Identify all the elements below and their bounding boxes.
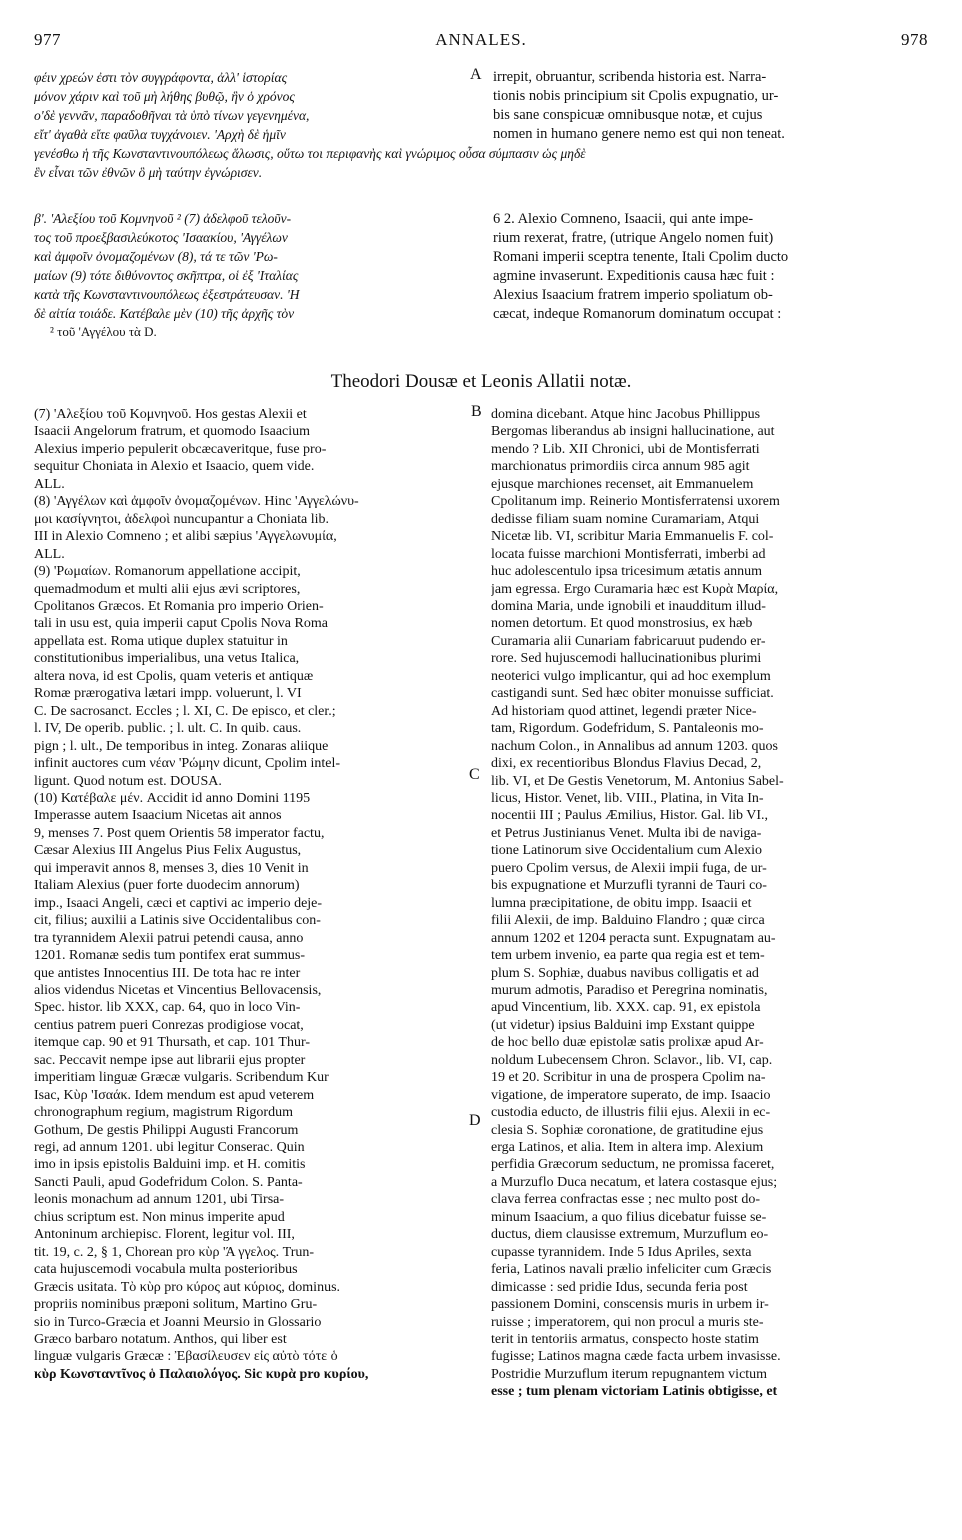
note-line: constitutionibus imperialibus, una vetus Italica, (34, 651, 300, 667)
note-line: Gothum, De gestis Philippi Augusti Francorum (34, 1122, 299, 1138)
page-number-left: 977 (34, 30, 61, 49)
note-line: quemadmodum et multi alii ejus ævi scriptores, (34, 581, 301, 597)
note-line: μοι κασίγνητοι, ἀδελφοὶ nuncupantur a Choniata lib. (34, 511, 330, 527)
note-line: (8) 'Αγγέλων καὶ ἀμφοῖν ὀνομαζομένων. Hinc 'Αγγελώνυ- (34, 494, 359, 510)
note-line: a Murzuflo Duca necatum, et latera costasque ejus; (491, 1174, 778, 1190)
note-line: imperitiam linguæ Græcæ vulgaris. Scribendum Kur (34, 1070, 329, 1086)
note-line: Cæsar Alexius III Angelus Pius Felix Augustus, (34, 843, 302, 859)
note-line: 19 et 20. Scribitur in una de prospera Cpolim na- (491, 1070, 766, 1086)
note-line: minum Isaacium, a quo filius dicebatur fuisse se- (491, 1209, 767, 1225)
note-line: Curamaria alii Cunariam fabricaruut pudendo er- (491, 633, 766, 649)
note-line: Isac, Κὺρ 'Ισαάκ. Idem mendum est apud veterem (34, 1087, 315, 1103)
latin-line: cæcat, indeque Romanorum dominatum occupat : (493, 305, 782, 322)
note-line: sio in Turco-Græcia et Joanni Meursio in Glossario (34, 1314, 322, 1330)
note-line: cata hujuscemodi vocabula multa posterioribus (34, 1262, 298, 1278)
note-line: licus, Histor. Venet, lib. VIII., Platina, in Vita In- (491, 790, 764, 806)
note-line: et Petrus Justinianus Venet. Multa ibi de naviga- (491, 825, 762, 841)
note-line: tione Latinorum sive Occidentalium cum Alexio (491, 843, 762, 859)
note-line: clesia S. Sophiæ coronatione, de gratitudine ejus (491, 1122, 764, 1138)
note-line: ALL. (34, 546, 65, 562)
latin-line: agmine invaserunt. Expeditionis causa hæc fuit : (493, 267, 775, 284)
note-line: domina dicebant. Atque hinc Jacobus Phillippus (491, 407, 761, 422)
footnote: ² τοῦ 'Αγγέλου τὰ D. (50, 324, 157, 340)
greek-section-2 (34, 210, 486, 342)
page-number-right: 978 (901, 30, 928, 49)
notes-section-title: Theodori Dousæ et Leonis Allatii notæ. (330, 371, 632, 392)
note-line: Nicetæ lib. VI, scribitur Maria Emmanuelis F. col- (491, 529, 774, 545)
note-line: tra tyrannidem Alexii patrui petendi causa, anno (34, 930, 304, 946)
note-line: terit in tentoriis armatus, conspecto hoste statim (491, 1332, 759, 1348)
latin-line: Alexius Isaacium fratrem imperio spoliatum ob- (493, 286, 773, 303)
greek-line: καὶ ἀμφοῖν ὀνομαζομένων (8), τά τε τῶν 'Ρω- (34, 248, 278, 264)
note-line: dixi, ex recentioribus Blondus Flavius Decad, 2, (491, 756, 762, 772)
note-line: C. De sacrosanct. Eccles ; l. XI, C. De episco, et cler.; (34, 703, 336, 719)
note-line: Antoninum archiepisc. Florent, legitur vol. III, (34, 1227, 295, 1243)
greek-text-fullwidth (34, 145, 929, 183)
note-line: ligunt. Quod notum est. DOUSA. (34, 773, 222, 789)
latin-line: irrepit, obruantur, scribenda historia est. Narra- (493, 69, 767, 85)
note-line: (10) Κατέβαλε μέν. Accidit id anno Domini 1195 (34, 790, 311, 806)
note-line: dimicasse : sed pridie Idus, secunda feria post (491, 1279, 748, 1295)
note-line: marchionatus primordiis circa annum 985 agit (491, 459, 750, 475)
note-line: bis expugnatione et Murzufli tyranni de Tauri co- (491, 878, 767, 894)
note-line: chronographum regium, magistrum Rigordum (34, 1105, 293, 1121)
greek-line: μόνον χάριν καὶ τοῦ μὴ λήθης βυθῷ, ἣν ὁ χρόνος (34, 88, 295, 104)
greek-line: γενέσθω ἡ τῆς Κωνσταντινουπόλεως ἅλωσις, οὕτω τοι περιφανὴς καὶ γνώριμος οὖσα σύμπασιν ὡς μηδὲ (34, 146, 586, 161)
note-line: cupasse tyrannidem. Inde 5 Idus Apriles, sexta (491, 1244, 752, 1260)
greek-line: μαίων (9) τότε διθύνοντος σκῆπτρα, οἱ ἐξ 'Ιταλίας (34, 267, 299, 283)
note-line: altera nova, id est Cpolis, quam veteris et antiquæ (34, 668, 314, 684)
note-line: Sancti Pauli, apud Godefridum Colon. S. Panta- (34, 1174, 303, 1190)
note-line: Cpolitanum imp. Reinerio Montisferratensi uxorem (491, 494, 780, 510)
note-line: que antistes Innocentius III. De tota hac re inter (34, 965, 301, 981)
note-line: Ad historiam quod attinet, legendi præter Nice- (491, 703, 757, 719)
note-line: jam egressa. Ergo Curamaria hæc est Κυρὰ Μαρία, (491, 581, 779, 597)
latin-section-2 (493, 210, 929, 323)
note-line: nocentii III ; Paulus Æmilius, Histor. Gal. lib VI., (491, 808, 769, 824)
note-line: puero Cpolim versus, de Alexii impii fuga, de ur- (491, 860, 767, 876)
note-line: sequitur Choniata in Alexio et Isaacio, quem vide. (34, 459, 315, 475)
greek-line: β'. 'Αλεξίου τοῦ Κομνηνοῦ ² (7) ἀδελφοῦ τελοῦν- (34, 211, 292, 226)
note-line: castigandi sunt. Sed hæc obiter monuisse sufficiat. (491, 686, 774, 702)
note-line: imp., Isaaci Angeli, cæci et captivi ac imperio deje- (34, 895, 323, 911)
note-line: centius patrem pueri Conrezas prodigiose vocat, (34, 1017, 304, 1033)
note-line: cit, filius; auxilii a Latinis sive Occidentalibus con- (34, 913, 321, 929)
note-line: infinit auctores cum νέαν 'Ρώμην dicunt, Cpolim intel- (34, 756, 341, 772)
note-line: Romæ prærogativa lætari impp. voluerunt, l. VI (34, 686, 302, 702)
latin-line: Romani imperii sceptra tenente, Itali Cpolim ducto (493, 248, 789, 265)
note-line: imo in ipsis epistolis Balduini imp. et H. comitis (34, 1157, 306, 1173)
note-line: ruisse ; imperatorem, qui non procul a muris ste- (491, 1314, 764, 1330)
note-line: Græcis usitata. Τὸ κὺρ pro κύρος aut κύριος, dominus. (34, 1279, 341, 1295)
note-line: ejusque marchiones recenset, ait Emmanuelem (491, 476, 754, 492)
note-line: annum 1202 et 1204 peracta sunt. Expugnatam au- (491, 930, 776, 946)
note-line: (ut videtur) ipsius Balduini imp Exstant quippe (491, 1017, 755, 1033)
note-line: ductus, diem clausisse extremum, Murzuflum eo- (491, 1227, 769, 1243)
note-line: passionem Domini, conscensis muris in urbem ir- (491, 1297, 769, 1313)
note-line: regi, ad annum 1201. ubi legitur Conserac. Quin (34, 1140, 305, 1156)
note-line: Alexius imperio pepulerit obcæcaveritque, fuse pro- (34, 441, 327, 457)
greek-line: κατὰ τῆς Κωνσταντινουπόλεως ἐξεστράτευσαν. 'Η (34, 286, 300, 302)
note-line: lumna præcipitatione, de obitu impp. Isaacii et (491, 895, 752, 911)
note-line: linguæ vulgaris Græcæ : Ἐβασίλευσεν εἰς αὐτὸ τότε ὁ (34, 1349, 338, 1365)
note-line: itemque cap. 90 et 91 Thursath, et cap. 101 Thur- (34, 1035, 311, 1051)
note-line: noldum Lubecensem Chron. Sclavor., lib. VI, cap. (491, 1052, 773, 1068)
note-line: esse ; tum plenam victoriam Latinis obtigisse, et (491, 1384, 778, 1400)
note-line: Isaacii Angelorum fratrum, et quomodo Isaacium (34, 424, 311, 440)
margin-marker-d: D (469, 1112, 481, 1129)
margin-marker-b: B (471, 403, 482, 420)
margin-marker-c: C (469, 766, 480, 783)
latin-line: bis sane conspicuæ omnibusque notæ, et cujus (493, 106, 763, 123)
greek-line: ἓν εἶναι τῶν ἐθνῶν ὃ μὴ ταύτην ἐγνώρισεν. (34, 164, 263, 180)
note-line: nomen detortum. Et quod monstrosius, ex hæb (491, 616, 753, 632)
note-line: appellata est. Roma utique duplex statuitur in (34, 633, 288, 649)
note-line: filii Alexii, de imp. Balduino Flandro ; quæ circa (491, 913, 765, 929)
greek-line: δὲ αἰτία τοιάδε. Κατέβαλε μὲν (10) τῆς ἀρχῆς τὸν (34, 305, 295, 321)
note-line: apud Vincentium, lib. XXX. cap. 91, ex epistola (491, 1000, 761, 1016)
note-line: neoterici vulgo implicantur, qui ad hoc exemplum (491, 668, 771, 684)
note-line: nachum Colon., in Annalibus ad annum 1203. quos (491, 738, 778, 754)
note-line: rore. Sed hujuscemodi hallucinationibus plurimi (491, 651, 762, 667)
note-line: fugisse; Latinos magna cæde facta urbem invasisse. (491, 1349, 781, 1365)
greek-line: φέιν χρεών ἐστι τὸν συγγράφοντα, ἀλλ' ἱστορίας (34, 70, 288, 85)
note-line: vigatione, de imperatore superato, de imp. Isaacio (491, 1087, 771, 1103)
note-line: tit. 19, c. 2, § 1, Chorean pro κὺρ 'Ά γγελος. Trun- (34, 1244, 315, 1260)
latin-line: tionis nobis principium sit Cpolis expugnatio, ur- (493, 87, 779, 104)
note-line: pign ; l. ult., De temporibus in integ. Zonaras aliique (34, 738, 329, 754)
note-line: perfidia Græcorum seductum, ne promissa faceret, (491, 1157, 775, 1173)
notes-left-column (34, 406, 468, 1383)
note-line: plum S. Sophiæ, duabus navibus colligatis et ad (491, 965, 759, 981)
greek-line: τος τοῦ προεξβασιλεύκοτος 'Ισαακίου, 'Αγγέλων (34, 229, 288, 245)
note-line: tali in usu est, quia imperii caput Cpolis Nova Roma (34, 616, 328, 632)
note-line: Spec. histor. lib XXX, cap. 64, quo in loco Vin- (34, 1000, 301, 1016)
note-line: leonis monachum ad annum 1201, ubi Tirsa- (34, 1192, 285, 1208)
note-line: sac. Peccavit nempe ipse aut librarii ejus propter (34, 1052, 306, 1068)
note-line: locata fuisse marchioni Montisferrati, imberbi ad (491, 546, 766, 562)
note-line: dedisse filiam suam nomine Curamariam, Atqui (491, 511, 760, 527)
note-line: ALL. (34, 476, 65, 492)
greek-line: εἴτ' ἀγαθὰ εἴτε φαῦλα τυγχάνοιεν. 'Αρχὴ δὲ ἡμῖν (34, 126, 286, 142)
margin-marker-a: A (470, 66, 482, 83)
note-line: tem urbem invenio, ea parte qua regia est et tem- (491, 948, 765, 964)
latin-line: 6 2. Alexio Comneno, Isaacii, qui ante impe- (493, 211, 754, 227)
running-title: ANNALES. (435, 30, 527, 49)
note-line: Postridie Murzuflum iterum repugnantem victum (491, 1366, 768, 1382)
note-line: Imperasse autem Isaacium Nicetas ait annos (34, 808, 282, 824)
note-line: alios videndus Nicetas et Vincentius Bellovacensis, (34, 982, 322, 998)
note-line: clava ferrea confractas esse ; nec multo post do- (491, 1192, 760, 1208)
note-line: Græco barbaro notatum. Anthos, qui liber est (34, 1332, 287, 1348)
note-line: custodia educto, de illustris filii ejus. Alexii in ec- (491, 1105, 771, 1121)
note-line: feria, Latinos navali prælio infeliciter cum Græcis (491, 1262, 772, 1278)
note-line: huc adolescentulo ipsa tricesimum ætatis annum (491, 564, 762, 580)
greek-line: ο'δὲ γεννᾶν, παραδοθῆναι τὰ ὑπὸ τίνων γεγενημένα, (34, 107, 310, 123)
note-line: lib. VI, et De Gestis Venetorum, M. Antonius Sabel- (491, 773, 784, 789)
note-line: 1201. Romanæ sedis tum pontifex erat summus- (34, 948, 306, 964)
note-line: qui imperavit annos 8, menses 3, dies 10 Venit in (34, 860, 309, 876)
latin-line: rium rexerat, fratre, (utrique Angelo nomen fuit) (493, 229, 774, 246)
latin-text-top (493, 68, 929, 144)
note-line: (7) 'Αλεξίου τοῦ Κομνηνοῦ. Hos gestas Alexii et (34, 407, 307, 422)
note-line: 9, menses 7. Post quem Orientis 58 imperator factu, (34, 825, 325, 841)
notes-right-column (491, 406, 929, 1401)
note-line: de hoc bello duæ epistolæ satis prolixæ apud Ar- (491, 1035, 764, 1051)
latin-line: nomen in humano genere nemo est qui non teneat. (493, 125, 785, 142)
note-line: murum admotis, Paradiso et Peregrina nominatis, (491, 982, 768, 998)
greek-text-top (34, 69, 486, 145)
note-line: propriis nominibus præponi solitum, Martino Gru- (34, 1297, 318, 1313)
note-line: chius scriptum est. Non minus imperite apud (34, 1209, 285, 1225)
note-line: mendo ? Lib. XII Chronici, ubi de Montisferrati (491, 441, 760, 457)
note-line: Italiam Alexius (puer forte duodecim annorum) (34, 878, 300, 894)
note-line: tam, Rigordum. Godefridum, S. Pantaleonis mo- (491, 721, 764, 737)
note-line: domina Maria, unde ignobili et inaudditum illud- (491, 598, 766, 614)
note-line: Cpolitanos Græcos. Et Romania pro imperio Orien- (34, 598, 324, 614)
note-line: l. IV, De operib. public. ; l. ult. C. In quib. caus. (34, 721, 302, 737)
note-line: κὺρ Κωνσταντῖνος ὁ Παλαιολόγος. Sic κυρὰ pro κυρίου, (34, 1366, 369, 1382)
note-line: (9) 'Ρωμαίων. Romanorum appellatione accipit, (34, 564, 301, 580)
note-line: III in Alexio Comneno ; et alibi sæpius 'Αγγελωνυμία, (34, 529, 337, 545)
note-line: Bergomas liberandus ab insigni hallucinatione, aut (491, 424, 775, 440)
note-line: erga Latinos, et alia. Item in altera imp. Alexium (491, 1140, 764, 1156)
